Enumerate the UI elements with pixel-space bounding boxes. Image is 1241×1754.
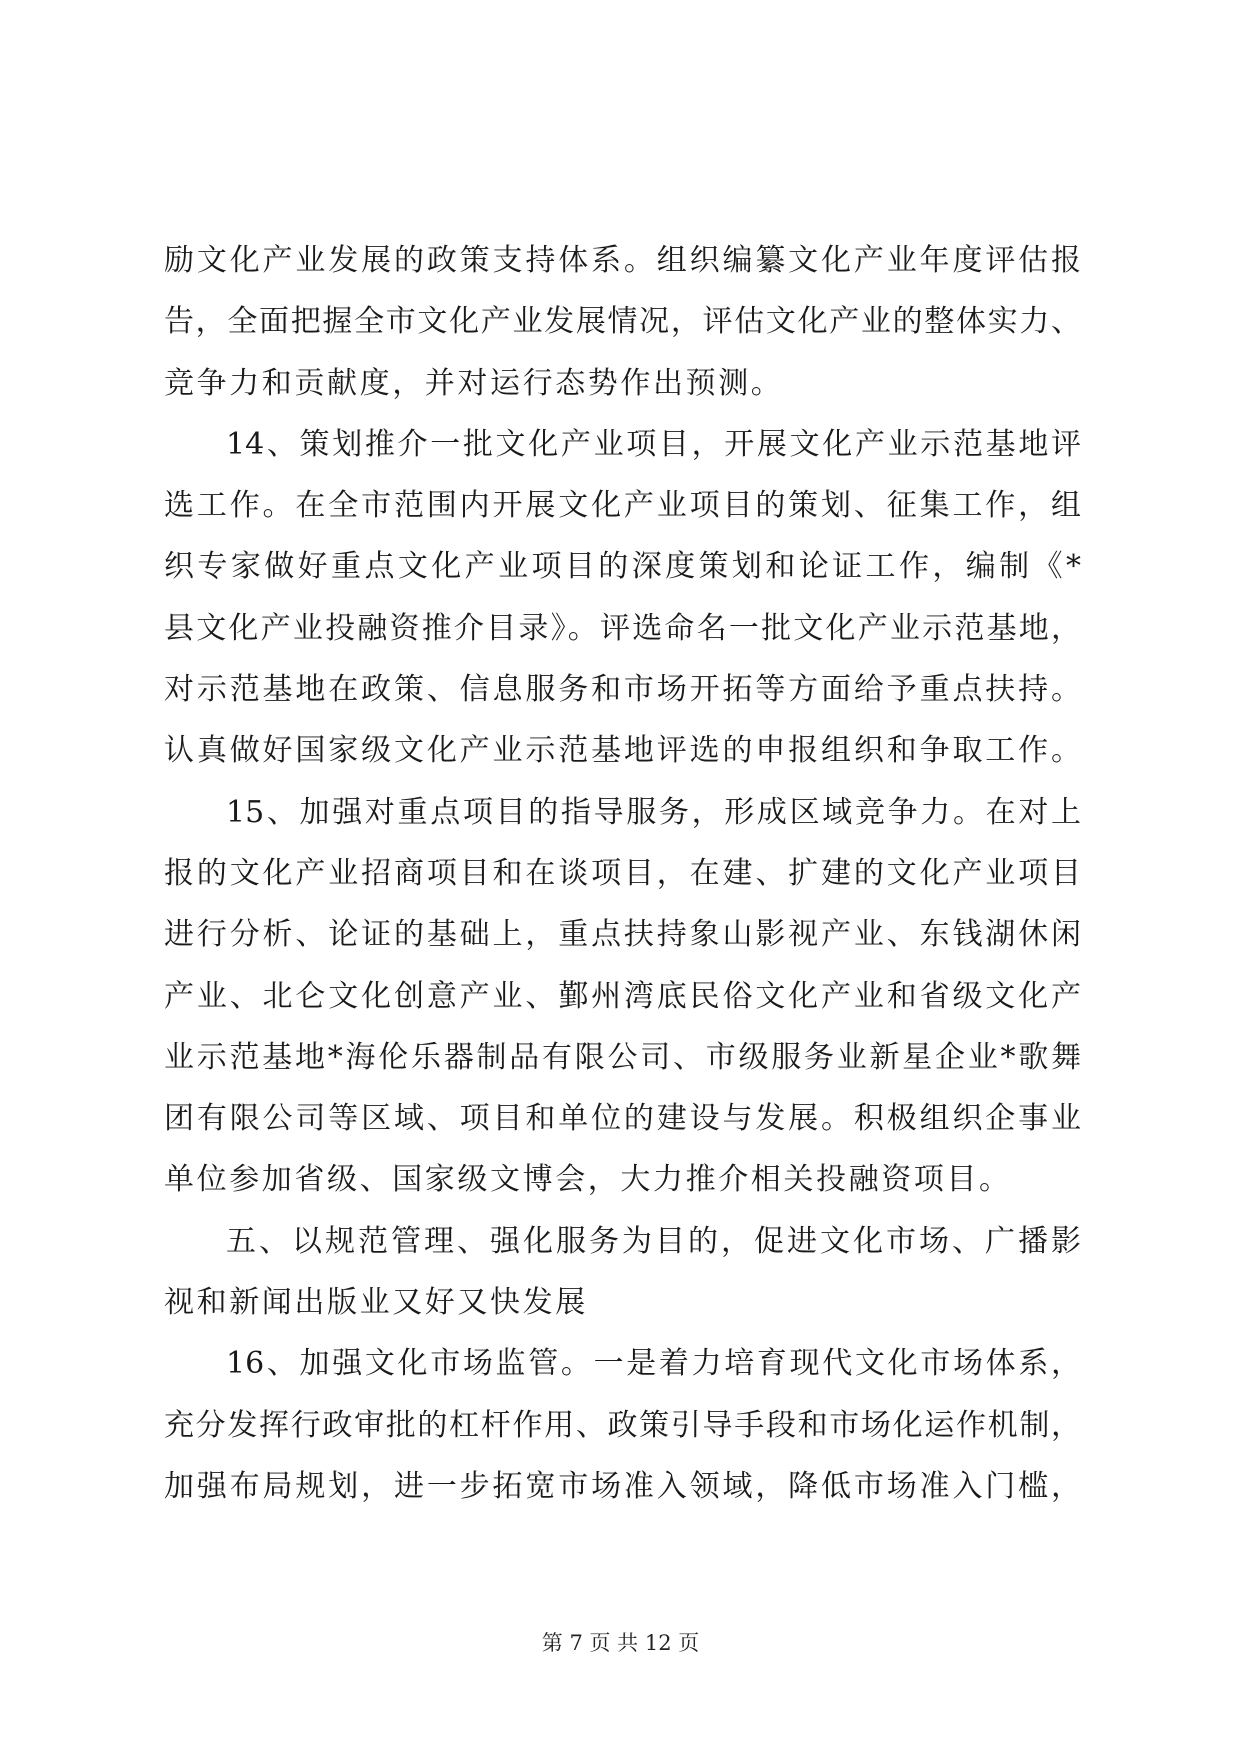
text-line: 团有限公司等区域、项目和单位的建设与发展。积极组织企事业 bbox=[164, 1101, 1081, 1137]
paragraph-start-line: 15、加强对重点项目的指导服务，形成区域竞争力。在对上 bbox=[226, 794, 1081, 830]
paragraph-start-line: 14、策划推介一批文化产业项目，开展文化产业示范基地评 bbox=[226, 426, 1081, 462]
text-line: 选工作。在全市范围内开展文化产业项目的策划、征集工作，组 bbox=[164, 488, 1081, 524]
text-line: 织专家做好重点文化产业项目的深度策划和论证工作，编制《* bbox=[164, 549, 1081, 585]
text-line: 对示范基地在政策、信息服务和市场开拓等方面给予重点扶持。 bbox=[164, 672, 1081, 708]
text-line: 单位参加省级、国家级文博会，大力推介相关投融资项目。 bbox=[164, 1162, 1012, 1198]
text-line: 告，全面把握全市文化产业发展情况，评估文化产业的整体实力、 bbox=[164, 304, 1081, 340]
text-line: 加强布局规划，进一步拓宽市场准入领域，降低市场准入门槛， bbox=[164, 1468, 1081, 1504]
text-line: 报的文化产业招商项目和在谈项目，在建、扩建的文化产业项目 bbox=[164, 855, 1081, 891]
text-line: 县文化产业投融资推介目录》。评选命名一批文化产业示范基地， bbox=[164, 610, 1081, 646]
text-line: 充分发挥行政审批的杠杆作用、政策引导手段和市场化运作机制， bbox=[164, 1407, 1081, 1443]
section-heading-line: 五、以规范管理、强化服务为目的，促进文化市场、广播影 bbox=[226, 1223, 1081, 1259]
text-line: 认真做好国家级文化产业示范基地评选的申报组织和争取工作。 bbox=[164, 733, 1081, 769]
paragraph-start-line: 16、加强文化市场监管。一是着力培育现代文化市场体系， bbox=[226, 1346, 1081, 1382]
text-line: 产业、北仑文化创意产业、鄞州湾底民俗文化产业和省级文化产 bbox=[164, 978, 1081, 1014]
section-heading-line: 视和新闻出版业又好又快发展 bbox=[164, 1285, 588, 1321]
text-line: 业示范基地*海伦乐器制品有限公司、市级服务业新星企业*歌舞 bbox=[164, 1039, 1081, 1075]
text-line: 进行分析、论证的基础上，重点扶持象山影视产业、东钱湖休闲 bbox=[164, 917, 1081, 953]
page-number-footer: 第 7 页 共 12 页 bbox=[541, 1631, 700, 1655]
text-line: 竞争力和贡献度，并对运行态势作出预测。 bbox=[164, 365, 784, 401]
document-body bbox=[164, 230, 1081, 1517]
text-line: 励文化产业发展的政策支持体系。组织编纂文化产业年度评估报 bbox=[164, 243, 1081, 278]
